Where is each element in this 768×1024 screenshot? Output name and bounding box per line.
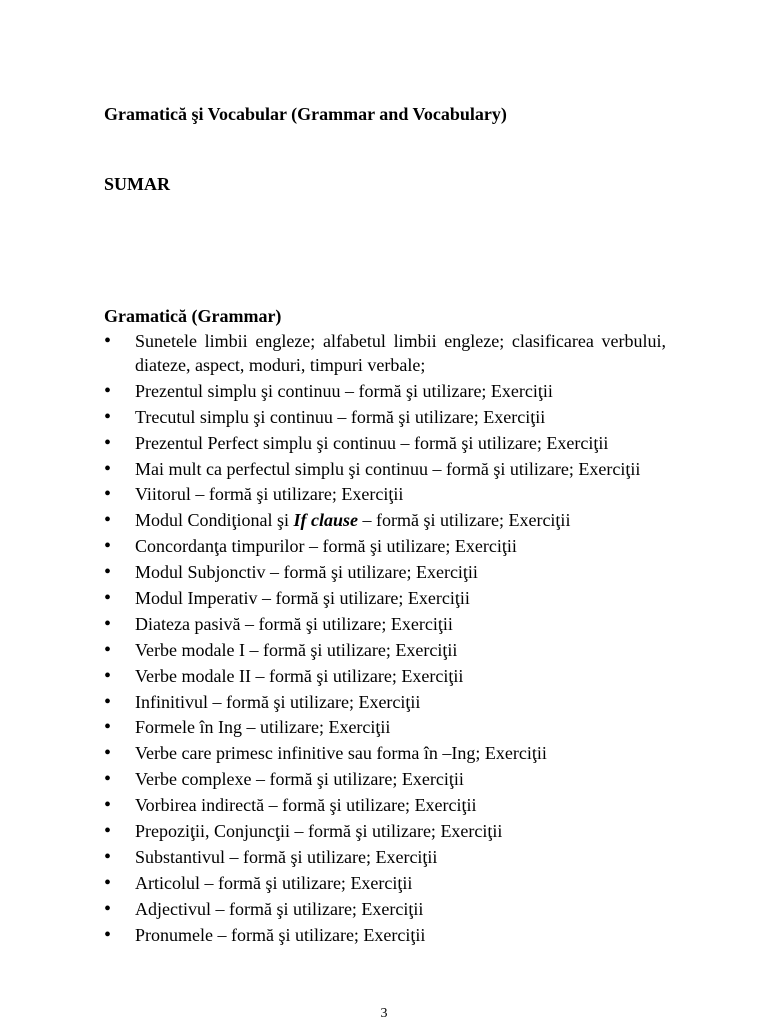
list-item: • Verbe modale II – formă şi utilizare; Exerciţii [104, 664, 666, 688]
list-item: • Verbe care primesc infinitive sau forma în –Ing; Exerciţii [104, 741, 666, 765]
list-item: • Modul Imperativ – formă şi utilizare; Exerciţii [104, 586, 666, 610]
page-number: 3 [380, 1006, 388, 1021]
list-item: • Prepoziţii, Conjuncţii – formă şi utilizare; Exerciţii [104, 819, 666, 843]
list-item: • Verbe complexe – formă şi utilizare; Exerciţii [104, 767, 666, 791]
if-clause-emphasis: If clause [293, 510, 359, 531]
list-item: • Modul Subjonctiv – formă şi utilizare; Exerciţii [104, 560, 666, 584]
document-title: Gramatică şi Vocabular (Grammar and Vocabulary) [104, 104, 507, 124]
list-item: • Viitorul – formă şi utilizare; Exerciţii [104, 482, 666, 506]
grammar-topic-list [104, 329, 666, 948]
list-item: • Diateza pasivă – formă şi utilizare; Exerciţii [104, 612, 666, 636]
list-item: • Articolul – formă şi utilizare; Exerciţii [104, 871, 666, 895]
list-item-text: Modul Condiţional şi [135, 510, 294, 531]
list-item: • Mai mult ca perfectul simplu şi continuu – formă şi utilizare; Exerciţii [104, 457, 666, 481]
list-item: • Prezentul Perfect simplu şi continuu – formă şi utilizare; Exerciţii [104, 431, 666, 455]
summary-heading: SUMAR [104, 174, 170, 194]
list-item: • Verbe modale I – formă şi utilizare; Exerciţii [104, 638, 666, 662]
list-item: • Concordanţa timpurilor – formă şi utilizare; Exerciţii [104, 534, 666, 558]
list-item: • Prezentul simplu şi continuu – formă şi utilizare; Exerciţii [104, 379, 666, 403]
list-item: • Sunetele limbii engleze; alfabetul limbii engleze; clasificarea verbului, diateze, aspect, moduri, timpuri verbale; [104, 329, 666, 377]
list-item: • Substantivul – formă şi utilizare; Exerciţii [104, 845, 666, 869]
list-item: • Vorbirea indirectă – formă şi utilizare; Exerciţii [104, 793, 666, 817]
grammar-section-heading: Gramatică (Grammar) [104, 306, 282, 326]
list-item [104, 508, 666, 532]
list-item: • Adjectivul – formă şi utilizare; Exerciţii [104, 897, 666, 921]
list-item: • Formele în Ing – utilizare; Exerciţii [104, 715, 666, 739]
list-item: • Pronumele – formă şi utilizare; Exerciţii [104, 923, 666, 947]
list-item: • Infinitivul – formă şi utilizare; Exerciţii [104, 690, 666, 714]
list-item: • Trecutul simplu şi continuu – formă şi utilizare; Exerciţii [104, 405, 666, 429]
list-item-text: – formă şi utilizare; Exerciţii [358, 510, 571, 531]
